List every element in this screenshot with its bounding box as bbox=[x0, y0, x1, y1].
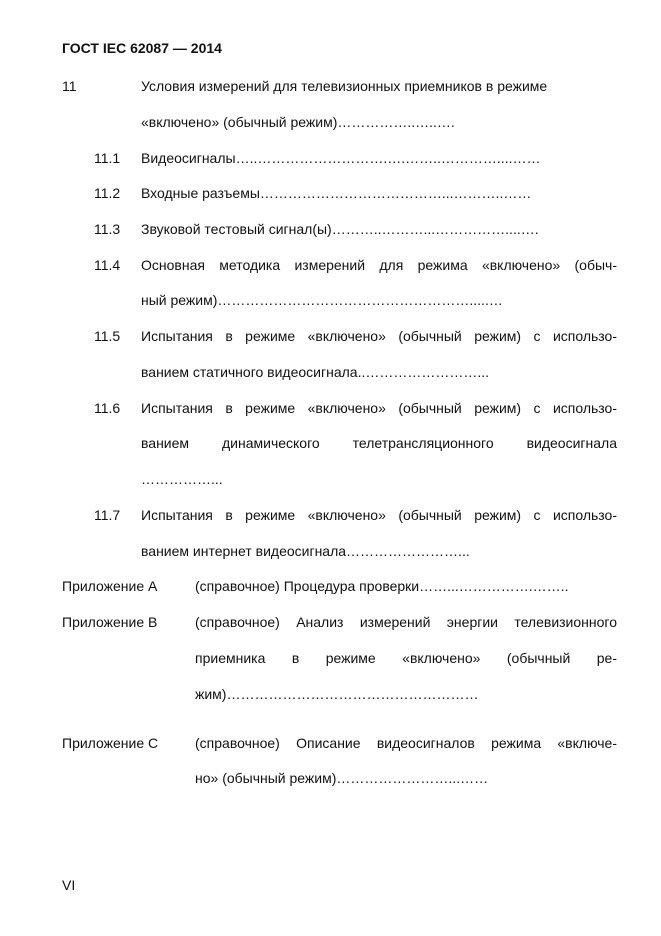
toc-entry-text: Испытания в режиме «включено» (обычный режим) с использо- bbox=[141, 328, 617, 344]
toc-entry-text: ный режим)……………………………………………….....… bbox=[141, 292, 503, 308]
toc-entry-text: Условия измерений для телевизионных приемников в режиме bbox=[141, 78, 548, 94]
page-number: VI bbox=[62, 877, 76, 893]
toc-entry-text: «включено» (обычный режим)……………..…..…. bbox=[141, 114, 455, 130]
toc-entry-text: Испытания в режиме «включено» (обычный режим) с использо- bbox=[141, 507, 617, 523]
document-header: ГОСТ IEC 62087 — 2014 bbox=[62, 40, 222, 56]
toc-entry-text: (справочное) Описание видеосигналов режима «включе- bbox=[195, 735, 617, 751]
toc-entry-text: ……………... bbox=[141, 471, 223, 487]
appendix-label: Приложение А bbox=[62, 578, 158, 594]
toc-entry-text: жим)……………………………………………… bbox=[195, 686, 479, 702]
toc-entry-text: (справочное) Анализ измерений энергии телевизионного bbox=[195, 614, 617, 630]
appendix-label: Приложение С bbox=[62, 735, 159, 751]
toc-entry-text: ванием статичного видеосигнала..……………………... bbox=[141, 364, 490, 380]
toc-entry-text: приемника в режиме «включено» (обычный ре- bbox=[195, 650, 617, 666]
toc-entry-text: ванием интернет видеосигнала……………………... bbox=[141, 543, 470, 559]
toc-entry-text: Испытания в режиме «включено» (обычный режим) с использо- bbox=[141, 400, 617, 416]
toc-number: 11 bbox=[62, 78, 77, 94]
toc-number: 11.4 bbox=[94, 257, 121, 273]
toc-entry-text: ванием динамического телетрансляционного видеосигнала bbox=[141, 435, 617, 451]
toc-entry-text: но» (обычный режим)……………………...…… bbox=[195, 770, 489, 786]
toc-entry-text: Видеосигналы…..……………………….….……..…………....…… bbox=[141, 150, 541, 166]
toc-number: 11.6 bbox=[94, 400, 121, 416]
toc-number: 11.3 bbox=[94, 221, 121, 237]
toc-number: 11.5 bbox=[94, 328, 121, 344]
toc-entry-text: Звуковой тестовый сигнал(ы)………..………...……………....…. bbox=[141, 221, 539, 237]
toc-number: 11.7 bbox=[94, 507, 121, 523]
appendix-label: Приложение В bbox=[62, 614, 158, 630]
toc-number: 11.2 bbox=[94, 185, 121, 201]
toc-entry-text: (справочное) Процедура проверки……...…………….…….. bbox=[195, 578, 569, 594]
toc-entry-text: Основная методика измерений для режима «включено» (обыч- bbox=[141, 257, 617, 273]
toc-entry-text: Входные разъемы…………………………………...………..…… bbox=[141, 185, 532, 201]
toc-number: 11.1 bbox=[94, 150, 121, 166]
